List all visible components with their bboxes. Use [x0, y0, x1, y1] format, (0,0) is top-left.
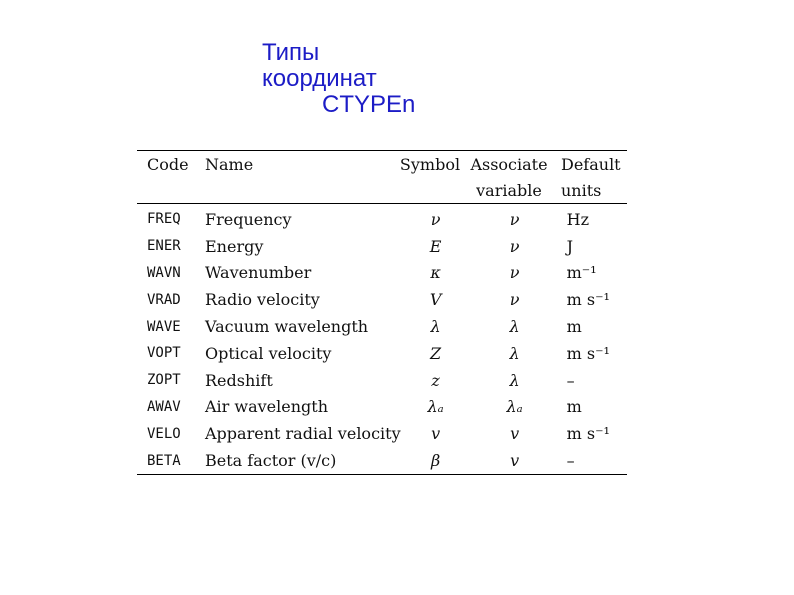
cell-associate: λₐ — [506, 397, 523, 417]
cell-associate: λ — [509, 370, 520, 390]
table-row — [137, 447, 627, 474]
cell-code: ZOPT — [147, 372, 181, 389]
cell-name: Radio velocity — [205, 290, 320, 310]
cell-symbol: V — [429, 290, 442, 310]
header-symbol: Symbol — [399, 154, 461, 174]
cell-associate: ν — [509, 209, 520, 229]
cell-associate: λ — [509, 343, 520, 363]
table-header — [137, 151, 627, 203]
header-row-2 — [137, 177, 627, 203]
coordinate-types-table — [137, 150, 627, 475]
title-line-1: Типы — [262, 39, 320, 66]
cell-name: Air wavelength — [205, 397, 329, 417]
table-row — [137, 420, 627, 447]
header-variable: variable — [476, 180, 542, 200]
cell-associate: v — [510, 424, 520, 444]
cell-associate: ν — [509, 290, 520, 310]
cell-units: m s⁻¹ — [566, 343, 610, 363]
cell-name: Redshift — [205, 370, 273, 390]
cell-associate: ν — [509, 263, 520, 283]
cell-symbol: ν — [430, 209, 441, 229]
header-name: Name — [205, 154, 254, 174]
table-row — [137, 394, 627, 421]
cell-units: Hz — [566, 209, 589, 229]
slide-title — [262, 40, 415, 118]
cell-code: AWAV — [147, 398, 181, 415]
cell-symbol: E — [429, 236, 442, 256]
header-default: Default — [561, 154, 621, 174]
cell-units: – — [566, 451, 575, 471]
cell-code: ENER — [147, 238, 181, 255]
title-line-2: координат — [262, 65, 377, 92]
cell-units: m — [566, 317, 582, 337]
cell-name: Frequency — [205, 209, 292, 229]
table-row — [137, 286, 627, 313]
cell-code: WAVN — [147, 264, 181, 281]
cell-code: FREQ — [147, 211, 181, 228]
table-body — [137, 204, 627, 474]
cell-code: BETA — [147, 452, 181, 469]
cell-units: m — [566, 397, 582, 417]
cell-units: – — [566, 370, 575, 390]
cell-symbol: λ — [430, 317, 441, 337]
cell-symbol: v — [431, 424, 441, 444]
cell-code: VRAD — [147, 291, 181, 308]
cell-name: Apparent radial velocity — [205, 424, 401, 444]
cell-units: m⁻¹ — [566, 263, 597, 283]
cell-associate: v — [510, 451, 520, 471]
cell-code: VOPT — [147, 345, 181, 362]
table-row — [137, 313, 627, 340]
cell-units: J — [566, 236, 574, 256]
table-bottom-rule — [137, 474, 627, 475]
cell-code: VELO — [147, 425, 181, 442]
header-units: units — [561, 180, 602, 200]
table-row — [137, 260, 627, 287]
cell-units: m s⁻¹ — [566, 424, 610, 444]
cell-name: Beta factor (v/c) — [205, 451, 337, 471]
cell-name: Energy — [205, 236, 264, 256]
header-code: Code — [147, 154, 189, 174]
table-row — [137, 233, 627, 260]
table-row — [137, 204, 627, 233]
cell-name: Optical velocity — [205, 343, 332, 363]
cell-symbol: z — [431, 370, 440, 390]
header-associate: Associate — [470, 154, 548, 174]
cell-associate: ν — [509, 236, 520, 256]
cell-units: m s⁻¹ — [566, 290, 610, 310]
table-row — [137, 367, 627, 394]
cell-symbol: λₐ — [427, 397, 444, 417]
table-row — [137, 340, 627, 367]
cell-associate: λ — [509, 317, 520, 337]
cell-name: Vacuum wavelength — [205, 317, 369, 337]
cell-symbol: Z — [430, 343, 442, 363]
cell-name: Wavenumber — [205, 263, 312, 283]
cell-symbol: β — [430, 451, 441, 471]
cell-code: WAVE — [147, 318, 181, 335]
header-row-1 — [137, 151, 627, 177]
title-line-3: CTYPEn — [322, 91, 416, 118]
cell-symbol: κ — [430, 263, 441, 283]
